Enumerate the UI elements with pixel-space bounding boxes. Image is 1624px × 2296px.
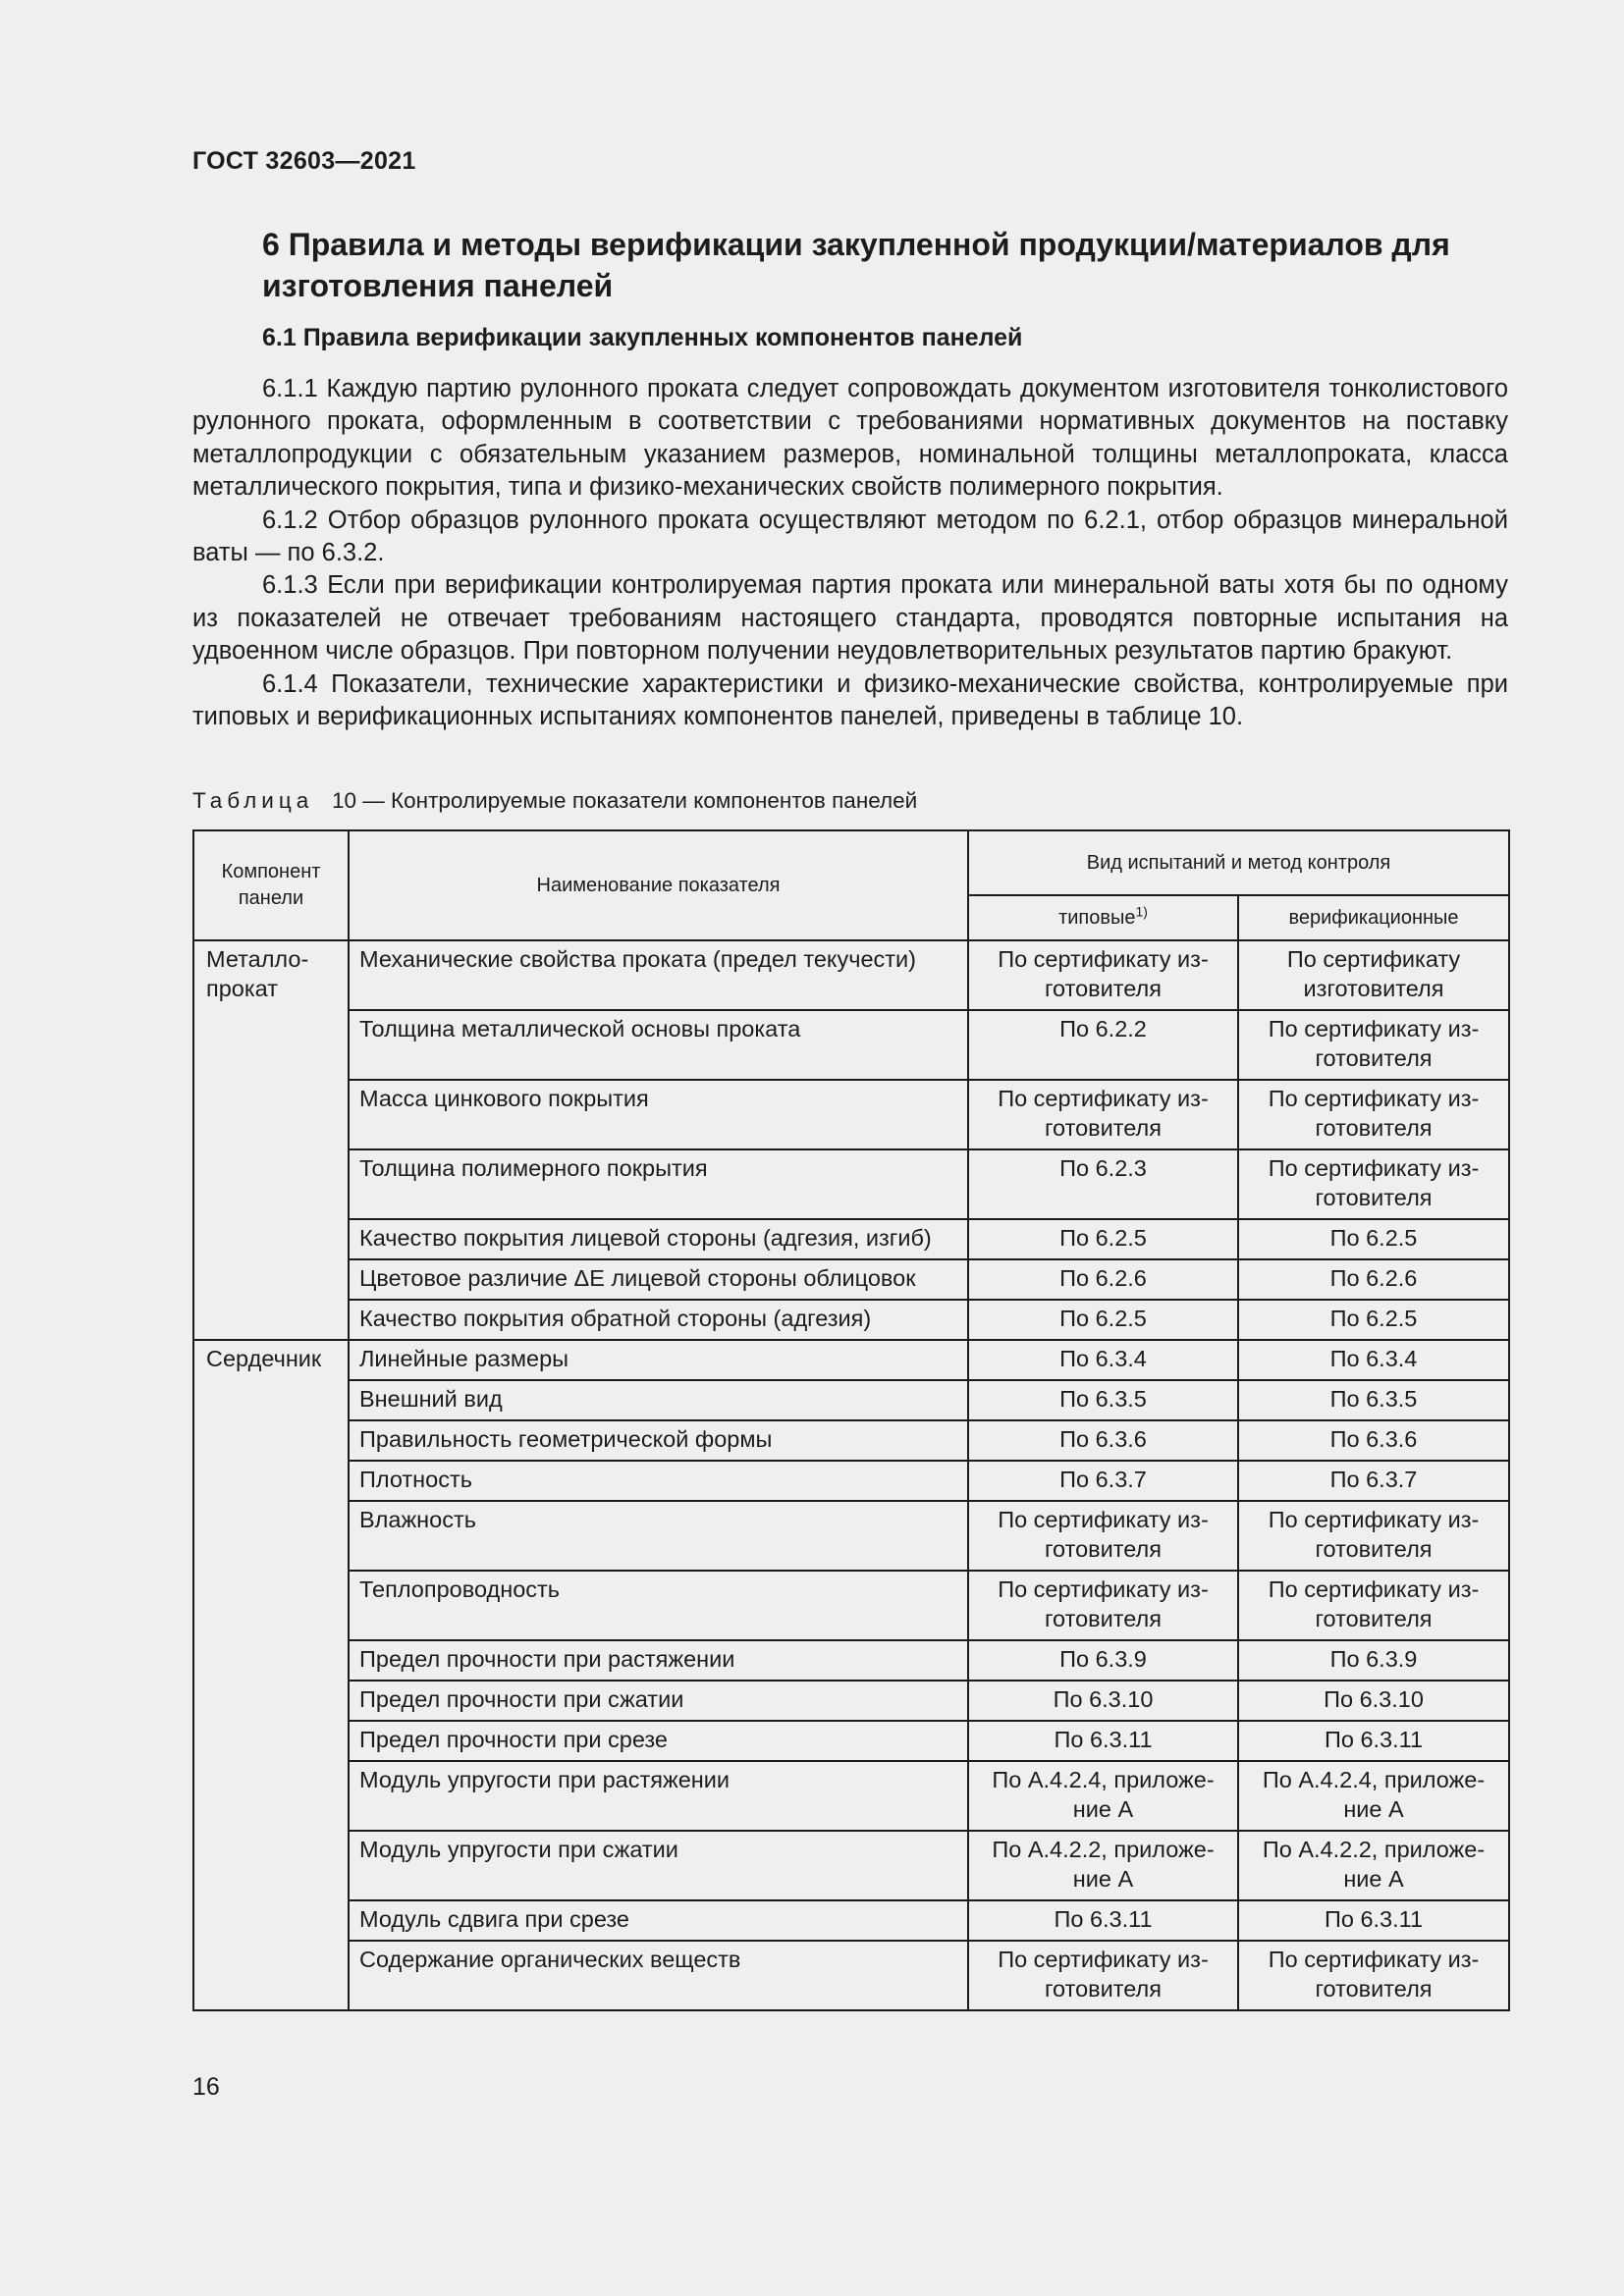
indicator-cell: Внешний вид [349, 1380, 968, 1420]
table-row [193, 1420, 1509, 1461]
indicator-cell: Толщина металлической основы проката [349, 1010, 968, 1080]
subsection-title: 6.1 Правила верификации закупленных компонентов панелей [262, 324, 1023, 351]
header-component: Компонент панели [193, 830, 349, 940]
table-row [193, 1259, 1509, 1300]
verification-method-cell: По 6.3.10 [1238, 1681, 1509, 1721]
indicators-table [192, 829, 1510, 2011]
typical-method-cell: По 6.3.6 [968, 1420, 1238, 1461]
paragraph-6-1-3: 6.1.3 Если при верификации контролируемая партия проката или минеральной ваты хотя бы по одному из показателей не отвечает требованиям настоящего стандарта, проводятся повторные испытания на удвоенном числе образцов. При повторном получении неудовлетворительных результатов партию бракуют. [192, 571, 1508, 666]
typical-method-cell: По сертификату из-готовителя [968, 1571, 1238, 1640]
table-row [193, 1941, 1509, 2010]
indicator-cell: Модуль упругости при сжатии [349, 1831, 968, 1900]
indicator-cell: Модуль упругости при растяжении [349, 1761, 968, 1831]
indicator-cell: Плотность [349, 1461, 968, 1501]
table-row [193, 1721, 1509, 1761]
table-row [193, 1010, 1509, 1080]
indicator-cell: Толщина полимерного покрытия [349, 1149, 968, 1219]
header-indicator: Наименование показателя [349, 830, 968, 940]
typical-method-cell: По 6.2.2 [968, 1010, 1238, 1080]
table-row [193, 1761, 1509, 1831]
indicator-cell: Качество покрытия обратной стороны (адгезия) [349, 1300, 968, 1340]
verification-method-cell: По сертификату из-готовителя [1238, 1501, 1509, 1571]
table-row [193, 1640, 1509, 1681]
table-row [193, 1219, 1509, 1259]
table-row [193, 1571, 1509, 1640]
indicator-cell: Масса цинкового покрытия [349, 1080, 968, 1149]
header-test-group: Вид испытаний и метод контроля [968, 830, 1509, 895]
verification-method-cell: По сертификату из-готовителя [1238, 1941, 1509, 2010]
verification-method-cell: По сертификату из-готовителя [1238, 1149, 1509, 1219]
verification-method-cell: По 6.2.6 [1238, 1259, 1509, 1300]
footnote-mark: 1) [1135, 902, 1148, 919]
paragraph-6-1-4: 6.1.4 Показатели, технические характеристики и физико-механические свойства, контролируемые при типовых и верификационных испытаниях компонентов панелей, приведены в таблице 10. [192, 669, 1508, 731]
typical-method-cell: По 6.2.3 [968, 1149, 1238, 1219]
typical-method-cell: По А.4.2.2, приложе-ние А [968, 1831, 1238, 1900]
table-row [193, 1300, 1509, 1340]
component-cell: Металло-прокат [193, 940, 349, 1340]
typical-method-cell: По 6.3.11 [968, 1721, 1238, 1761]
indicator-cell: Предел прочности при срезе [349, 1721, 968, 1761]
table-caption [192, 788, 917, 814]
indicator-cell: Предел прочности при сжатии [349, 1681, 968, 1721]
verification-method-cell: По 6.3.11 [1238, 1900, 1509, 1941]
verification-method-cell: По 6.2.5 [1238, 1219, 1509, 1259]
typical-method-cell: По А.4.2.4, приложе-ние А [968, 1761, 1238, 1831]
verification-method-cell: По А.4.2.4, приложе-ние А [1238, 1761, 1509, 1831]
paragraph-6-1-1: 6.1.1 Каждую партию рулонного проката следует сопровождать документом изготовителя тонколистового рулонного проката, оформленным в соответствии с требованиями нормативных документов на поставку металлопродукции с обязательным указанием размеров, номинальной толщины металлопроката, класса металлического покрытия, типа и физико-механических свойств полимерного покрытия. [192, 375, 1508, 502]
typical-method-cell: По 6.3.5 [968, 1380, 1238, 1420]
verification-method-cell: По сертификату изготовителя [1238, 940, 1509, 1010]
header-verification: верификационные [1238, 895, 1509, 940]
indicator-cell: Правильность геометрической формы [349, 1420, 968, 1461]
component-cell: Сердечник [193, 1340, 349, 2010]
table-row [193, 1080, 1509, 1149]
table-row [193, 1461, 1509, 1501]
table-row [193, 1501, 1509, 1571]
verification-method-cell: По 6.2.5 [1238, 1300, 1509, 1340]
typical-method-cell: По 6.3.4 [968, 1340, 1238, 1380]
header-typical: типовые$^{1)}$ [968, 895, 1238, 940]
table-row [193, 940, 1509, 1010]
verification-method-cell: По сертификату из-готовителя [1238, 1571, 1509, 1640]
typical-method-cell: По 6.3.10 [968, 1681, 1238, 1721]
section-title: 6 Правила и методы верификации закупленной продукции/материалов для изготовления панелей [262, 227, 1450, 303]
indicator-cell: Линейные размеры [349, 1340, 968, 1380]
table-row [193, 1681, 1509, 1721]
verification-method-cell: По 6.3.4 [1238, 1340, 1509, 1380]
typical-method-cell: По сертификату из-готовителя [968, 1941, 1238, 2010]
body-text [192, 373, 1508, 733]
table-row [193, 1380, 1509, 1420]
verification-method-cell: По 6.3.5 [1238, 1380, 1509, 1420]
verification-method-cell: По 6.3.11 [1238, 1721, 1509, 1761]
typical-method-cell: По 6.3.7 [968, 1461, 1238, 1501]
indicator-cell: Предел прочности при растяжении [349, 1640, 968, 1681]
verification-method-cell: По А.4.2.2, приложе-ние А [1238, 1831, 1509, 1900]
typical-method-cell: По 6.3.9 [968, 1640, 1238, 1681]
verification-method-cell: По 6.3.7 [1238, 1461, 1509, 1501]
verification-method-cell: По 6.3.6 [1238, 1420, 1509, 1461]
table-body [193, 940, 1509, 2010]
typical-method-cell: По сертификату из-готовителя [968, 940, 1238, 1010]
table-caption-label: Таблица [192, 788, 314, 813]
indicator-cell: Теплопроводность [349, 1571, 968, 1640]
table-row [193, 1340, 1509, 1380]
document-id: ГОСТ 32603—2021 [192, 147, 416, 175]
indicator-cell: Модуль сдвига при срезе [349, 1900, 968, 1941]
indicator-cell: Качество покрытия лицевой стороны (адгезия, изгиб) [349, 1219, 968, 1259]
table-row [193, 1149, 1509, 1219]
verification-method-cell: По сертификату из-готовителя [1238, 1080, 1509, 1149]
indicator-cell: Цветовое различие ΔE лицевой стороны облицовок [349, 1259, 968, 1300]
typical-method-cell: По 6.2.5 [968, 1300, 1238, 1340]
indicator-cell: Содержание органических веществ [349, 1941, 968, 2010]
typical-method-cell: По сертификату из-готовителя [968, 1501, 1238, 1571]
table-caption-text: 10 — Контролируемые показатели компонентов панелей [332, 788, 918, 813]
typical-method-cell: По 6.2.5 [968, 1219, 1238, 1259]
indicator-cell: Механические свойства проката (предел текучести) [349, 940, 968, 1010]
table-row [193, 1831, 1509, 1900]
table-row [193, 1900, 1509, 1941]
page-number: 16 [192, 2073, 220, 2101]
typical-method-cell: По 6.2.6 [968, 1259, 1238, 1300]
typical-method-cell: По 6.3.11 [968, 1900, 1238, 1941]
paragraph-6-1-2: 6.1.2 Отбор образцов рулонного проката осуществляют методом по 6.2.1, отбор образцов минеральной ваты — по 6.3.2. [192, 506, 1508, 567]
verification-method-cell: По сертификату из-готовителя [1238, 1010, 1509, 1080]
typical-method-cell: По сертификату из-готовителя [968, 1080, 1238, 1149]
verification-method-cell: По 6.3.9 [1238, 1640, 1509, 1681]
indicator-cell: Влажность [349, 1501, 968, 1571]
